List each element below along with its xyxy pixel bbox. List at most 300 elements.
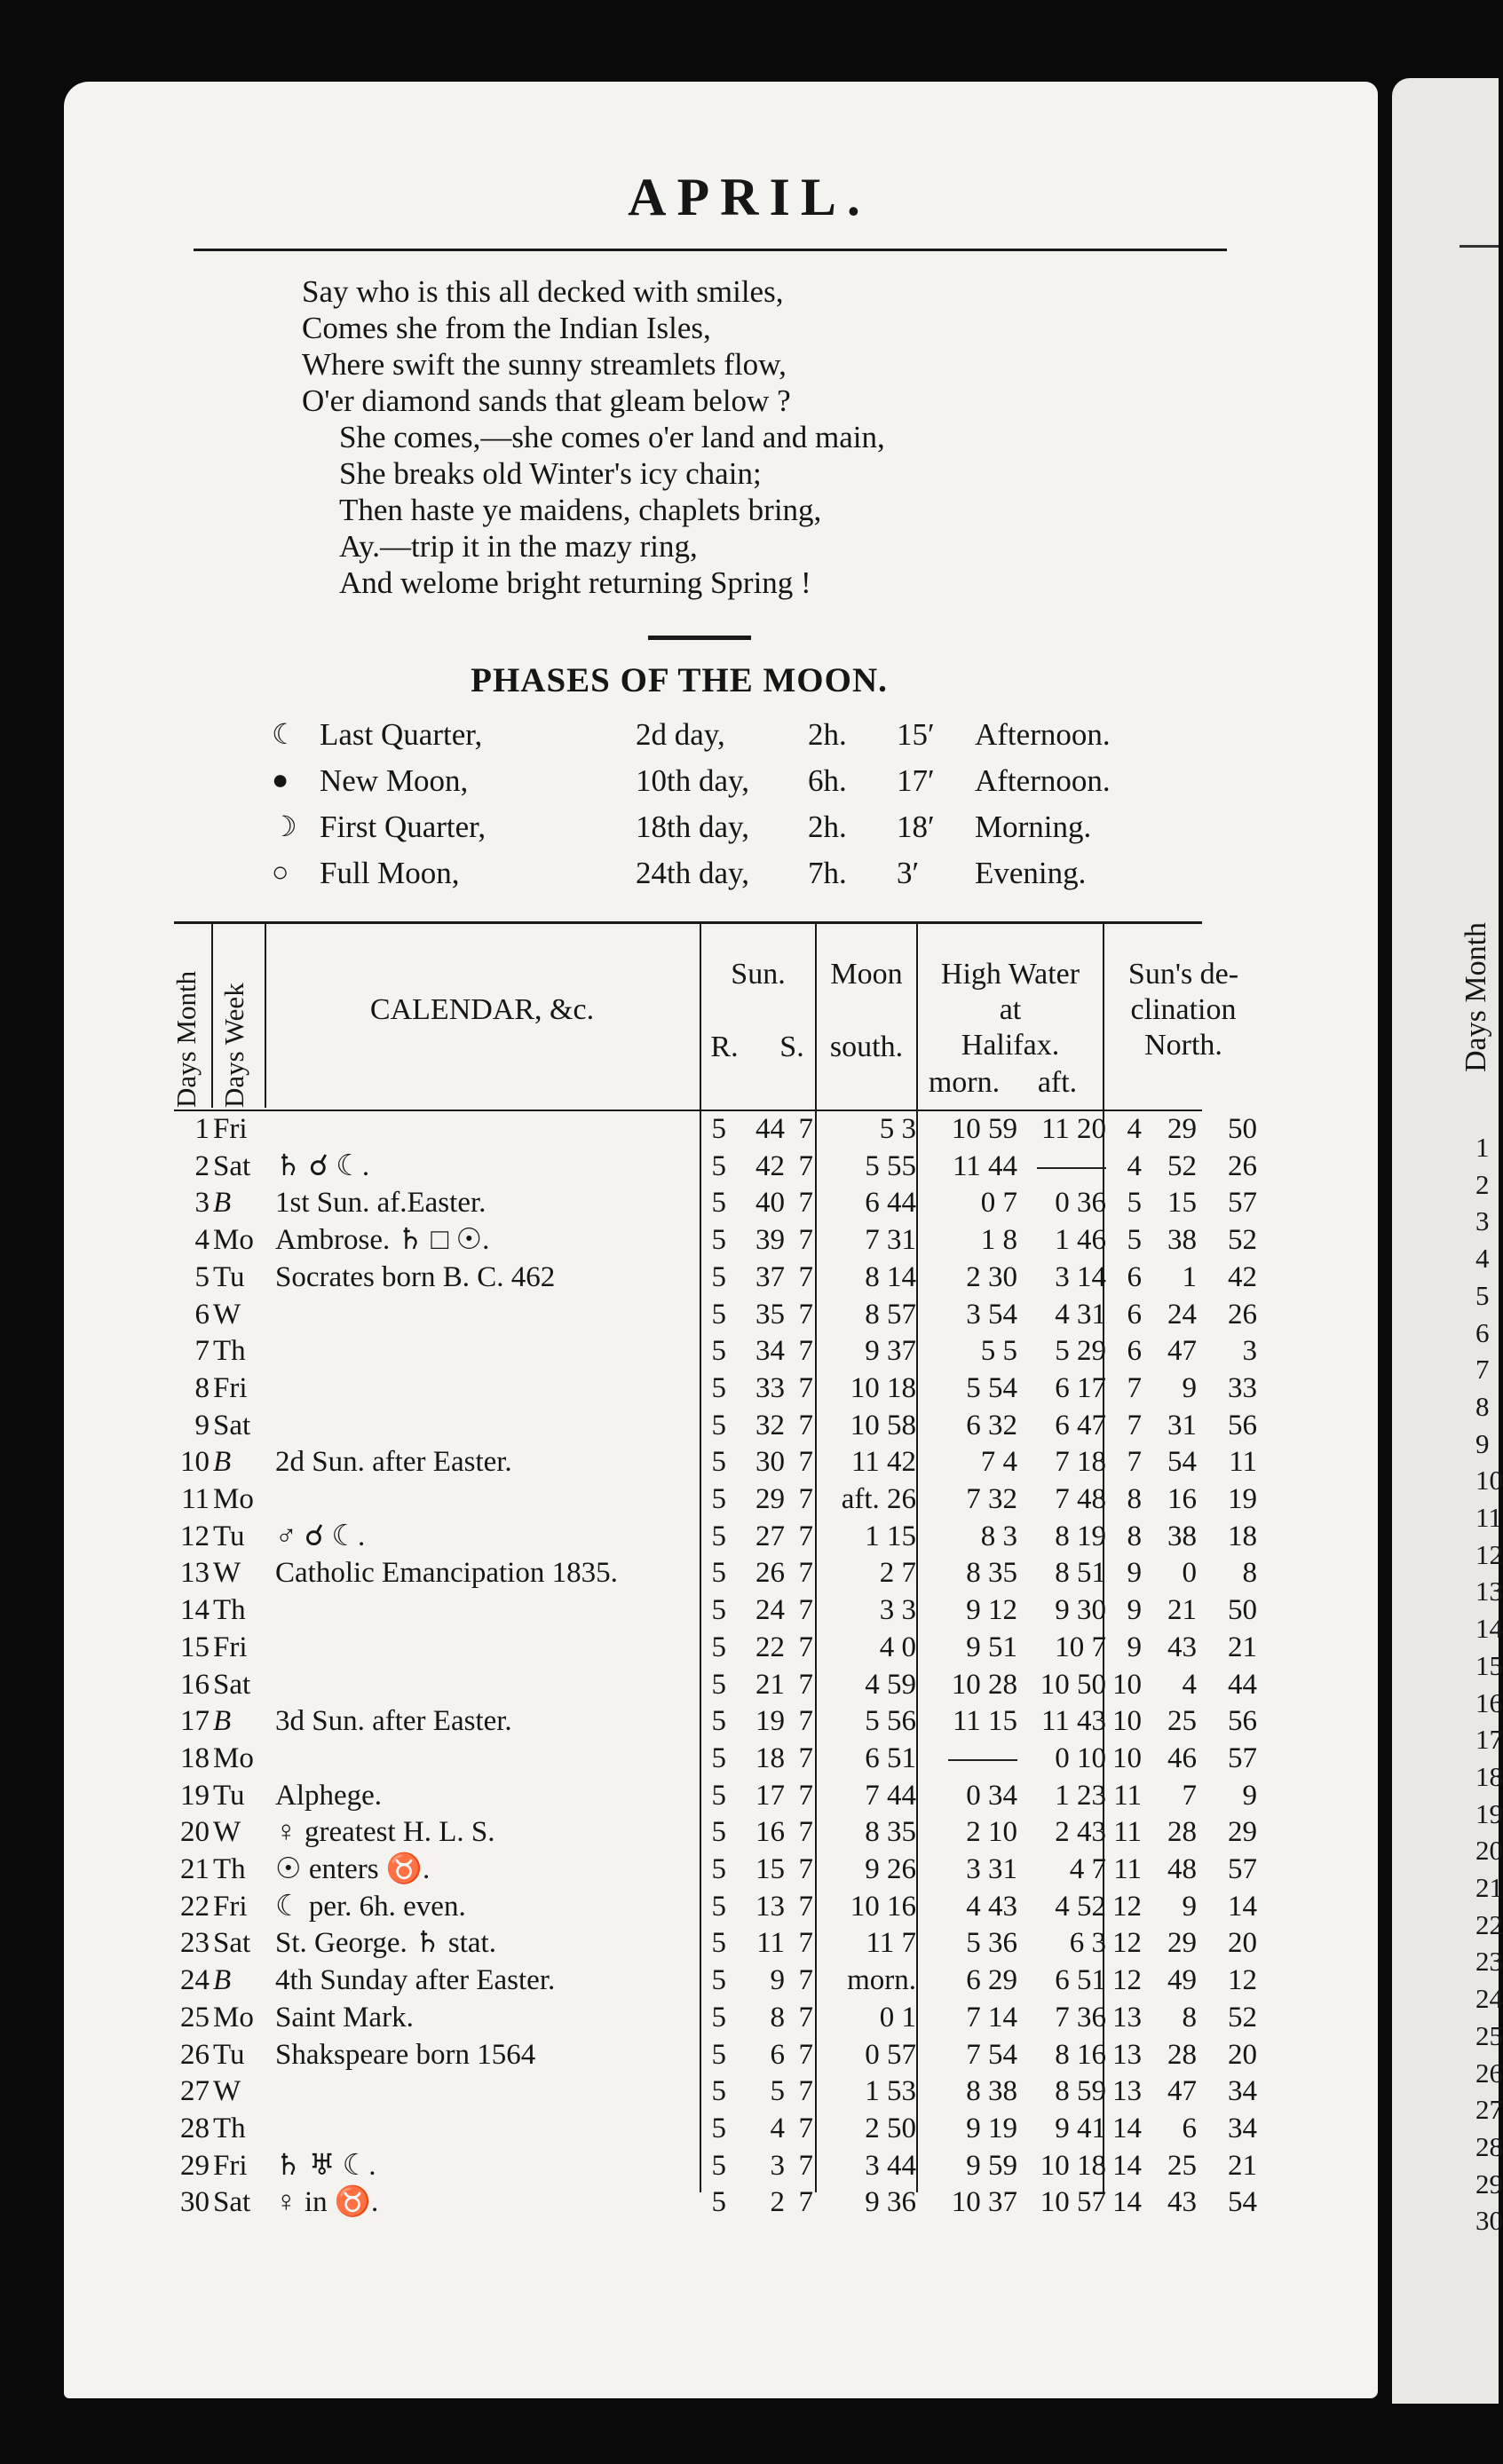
- day-of-month: 26: [180, 2038, 210, 2071]
- day-of-month: 6: [194, 1298, 210, 1331]
- sunrise-minute: 34: [755, 1335, 785, 1368]
- sunrise-minute: 24: [755, 1594, 785, 1627]
- sunset-hour: 7: [798, 1779, 813, 1812]
- day-of-month: 20: [180, 1816, 210, 1849]
- high-water-afternoon: 10 7: [1055, 1631, 1106, 1663]
- adjacent-page-day-numbers: [1475, 1129, 1502, 2239]
- calendar-note: Ambrose. ♄ □ ☉.: [275, 1224, 490, 1257]
- calendar-note: Catholic Emancipation 1835.: [275, 1557, 618, 1590]
- sunrise-hour: 5: [711, 2149, 726, 2182]
- calendar-note: ♄ ♅ ☾.: [275, 2149, 376, 2182]
- sunrise-minute: 32: [755, 1409, 785, 1441]
- table-row: [0, 1814, 1270, 1852]
- phase-name: New Moon,: [320, 763, 469, 798]
- adjacent-day-number: 28: [1475, 2130, 1503, 2162]
- adjacent-day-number: 23: [1475, 1946, 1503, 1978]
- header-days-week: Days Week: [218, 983, 249, 1108]
- sunset-hour: 7: [798, 1741, 813, 1774]
- sunrise-minute: 17: [755, 1779, 785, 1812]
- declination-minutes: 4: [1182, 1668, 1197, 1701]
- moon-south: 9 36: [865, 2186, 916, 2219]
- declination-seconds: 21: [1228, 1631, 1257, 1663]
- moon-south: 9 26: [865, 1853, 916, 1885]
- declination-seconds: 50: [1228, 1113, 1257, 1145]
- declination-seconds: 18: [1228, 1520, 1257, 1552]
- table-row: [0, 1778, 1270, 1815]
- poem-line: Say who is this all decked with smiles,: [302, 274, 784, 309]
- high-water-morning: 0 34: [966, 1779, 1017, 1812]
- declination-degrees: 9: [1127, 1557, 1142, 1590]
- declination-degrees: 13: [1112, 2001, 1142, 2034]
- sunset-hour: 7: [798, 1520, 813, 1552]
- sunrise-hour: 5: [711, 1741, 726, 1774]
- header-moon: Moon: [830, 958, 903, 991]
- declination-minutes: 46: [1167, 1741, 1197, 1774]
- phases-title: PHASES OF THE MOON.: [471, 661, 888, 699]
- adjacent-day-number: 17: [1475, 1724, 1503, 1756]
- declination-seconds: 3: [1242, 1335, 1257, 1368]
- declination-degrees: 10: [1112, 1668, 1142, 1701]
- sunset-hour: 7: [798, 2112, 813, 2144]
- declination-minutes: 43: [1167, 2186, 1197, 2219]
- calendar-note: 1st Sun. af.Easter.: [275, 1187, 486, 1220]
- adjacent-day-number: 10: [1475, 1465, 1503, 1497]
- declination-degrees: 7: [1127, 1446, 1142, 1479]
- header-declination: Sun's de-: [1127, 958, 1239, 991]
- high-water-afternoon: [1021, 1149, 1106, 1186]
- adjacent-day-number: 30: [1475, 2205, 1503, 2237]
- phase-day: 18th day,: [636, 809, 749, 844]
- sunrise-hour: 5: [711, 2112, 726, 2144]
- adjacent-day-number: 9: [1475, 1427, 1490, 1459]
- adjacent-page-rule: [1459, 245, 1499, 248]
- high-water-afternoon: 6 17: [1055, 1371, 1106, 1404]
- table-row: [0, 2000, 1270, 2037]
- high-water-morning: 4 43: [966, 1890, 1017, 1923]
- table-row: [0, 1703, 1270, 1741]
- phase-day: 10th day,: [636, 763, 749, 798]
- high-water-afternoon: 10 18: [1040, 2149, 1106, 2182]
- declination-degrees: 8: [1127, 1483, 1142, 1515]
- table-row: [0, 1111, 1270, 1149]
- table-row: [0, 1592, 1270, 1630]
- calendar-note: St. George. ♄ stat.: [275, 1927, 496, 1960]
- sunrise-minute: 15: [755, 1853, 785, 1885]
- high-water-morning: 8 3: [980, 1520, 1017, 1552]
- table-row: [0, 1297, 1270, 1334]
- day-of-week: Th: [213, 1594, 246, 1627]
- adjacent-day-number: 3: [1475, 1205, 1490, 1237]
- high-water-morning: 11 44: [952, 1149, 1017, 1182]
- sunrise-hour: 5: [711, 2001, 726, 2034]
- sunrise-hour: 5: [711, 1631, 726, 1663]
- sunrise-hour: 5: [711, 2075, 726, 2108]
- table-row: [0, 2184, 1270, 2222]
- header-sun-set: S.: [779, 1031, 804, 1063]
- table-row: [0, 2073, 1270, 2111]
- high-water-morning: 0 7: [980, 1187, 1017, 1220]
- sunset-hour: 7: [798, 1224, 813, 1257]
- header-sun: Sun.: [731, 958, 786, 991]
- day-of-week: W: [213, 1557, 241, 1590]
- declination-seconds: 56: [1228, 1705, 1257, 1738]
- declination-minutes: 25: [1167, 1705, 1197, 1738]
- day-of-week: Fri: [213, 1113, 248, 1145]
- high-water-morning: 8 38: [966, 2075, 1017, 2108]
- day-of-month: 7: [194, 1335, 210, 1368]
- calendar-note: ♀ greatest H. L. S.: [275, 1816, 495, 1849]
- phase-day: 24th day,: [636, 856, 749, 890]
- adjacent-day-number: 8: [1475, 1390, 1490, 1422]
- sunrise-hour: 5: [711, 1113, 726, 1145]
- high-water-afternoon: 0 36: [1055, 1187, 1106, 1220]
- declination-seconds: 29: [1228, 1816, 1257, 1849]
- phase-hour: 7h.: [808, 856, 847, 890]
- high-water-afternoon: 8 51: [1055, 1557, 1106, 1590]
- sunrise-hour: 5: [711, 1594, 726, 1627]
- declination-degrees: 14: [1112, 2112, 1142, 2144]
- blank-dash: [1037, 1167, 1106, 1169]
- high-water-morning: 11 15: [952, 1705, 1017, 1738]
- day-of-week: Th: [213, 1335, 246, 1368]
- day-of-month: 22: [180, 1890, 210, 1923]
- adjacent-day-number: 14: [1475, 1613, 1503, 1645]
- declination-minutes: 49: [1167, 1964, 1197, 1997]
- calendar-note: ♄ ☌ ☾.: [275, 1149, 370, 1182]
- sunset-hour: 7: [798, 1853, 813, 1885]
- adjacent-day-number: 12: [1475, 1538, 1503, 1570]
- poem: [302, 273, 885, 601]
- high-water-morning: 5 54: [966, 1371, 1017, 1404]
- adjacent-page-header: Days Month: [1459, 921, 1492, 1072]
- header-high-water-at: at: [999, 993, 1022, 1026]
- declination-degrees: 5: [1127, 1224, 1142, 1257]
- table-row: [0, 1925, 1270, 1963]
- sunset-hour: 7: [798, 1631, 813, 1663]
- table-row: [0, 1519, 1270, 1556]
- table-row: [0, 1741, 1270, 1778]
- sunset-hour: 7: [798, 2038, 813, 2071]
- adjacent-day-number: 15: [1475, 1649, 1503, 1681]
- declination-seconds: 11: [1229, 1446, 1257, 1479]
- sunset-hour: 7: [798, 2149, 813, 2182]
- day-of-week: Mo: [213, 1741, 254, 1774]
- day-of-month: 3: [194, 1187, 210, 1220]
- declination-minutes: 15: [1167, 1187, 1197, 1220]
- high-water-afternoon: 9 41: [1055, 2112, 1106, 2144]
- sunrise-hour: 5: [711, 1927, 726, 1960]
- sunrise-minute: 40: [755, 1187, 785, 1220]
- phase-symbol-icon: ●: [272, 763, 289, 795]
- day-of-month: 23: [180, 1927, 210, 1960]
- table-row: [0, 2037, 1270, 2074]
- day-of-month: 18: [180, 1741, 210, 1774]
- declination-seconds: 19: [1228, 1483, 1257, 1515]
- high-water-morning: 6 32: [966, 1409, 1017, 1441]
- poem-line: And welome bright returning Spring !: [339, 565, 811, 600]
- table-row: [0, 1222, 1270, 1260]
- sunrise-minute: 26: [755, 1557, 785, 1590]
- high-water-morning: 7 54: [966, 2038, 1017, 2071]
- day-of-week: Fri: [213, 1631, 248, 1663]
- high-water-afternoon: 6 51: [1055, 1964, 1106, 1997]
- declination-minutes: 6: [1182, 2112, 1197, 2144]
- table-row: [0, 1333, 1270, 1370]
- adjacent-day-number: 20: [1475, 1835, 1503, 1867]
- declination-minutes: 48: [1167, 1853, 1197, 1885]
- sunset-hour: 7: [798, 1927, 813, 1960]
- declination-seconds: 8: [1242, 1557, 1257, 1590]
- moon-south: 1 15: [865, 1520, 916, 1552]
- sunset-hour: 7: [798, 1705, 813, 1738]
- sunset-hour: 7: [798, 1446, 813, 1479]
- sunset-hour: 7: [798, 1890, 813, 1923]
- sunset-hour: 7: [798, 1298, 813, 1331]
- sunrise-minute: 35: [755, 1298, 785, 1331]
- moon-south: 11 42: [850, 1446, 916, 1479]
- day-of-week: Tu: [213, 2038, 245, 2071]
- high-water-afternoon: 8 59: [1055, 2075, 1106, 2108]
- header-moon-south: south.: [829, 1031, 904, 1063]
- sunset-hour: 7: [798, 2075, 813, 2108]
- high-water-morning: 2 30: [966, 1260, 1017, 1293]
- high-water-afternoon: 6 3: [1069, 1927, 1106, 1960]
- day-of-month: 29: [180, 2149, 210, 2182]
- declination-seconds: 50: [1228, 1594, 1257, 1627]
- adjacent-day-number: 7: [1475, 1354, 1490, 1386]
- declination-degrees: 12: [1112, 1890, 1142, 1923]
- sunset-hour: 7: [798, 1260, 813, 1293]
- day-of-month: 11: [181, 1483, 210, 1515]
- sunrise-hour: 5: [711, 1224, 726, 1257]
- high-water-afternoon: 5 29: [1055, 1335, 1106, 1368]
- adjacent-day-number: 2: [1475, 1168, 1490, 1200]
- declination-minutes: 0: [1182, 1557, 1197, 1590]
- high-water-morning: 9 12: [966, 1594, 1017, 1627]
- poem-line: Ay.—trip it in the mazy ring,: [339, 529, 698, 564]
- moon-south: 10 18: [850, 1371, 916, 1404]
- declination-degrees: 12: [1112, 1927, 1142, 1960]
- day-of-month: 10: [180, 1446, 210, 1479]
- phase-hour: 2h.: [808, 717, 847, 752]
- declination-degrees: 6: [1127, 1298, 1142, 1331]
- declination-minutes: 29: [1167, 1113, 1197, 1145]
- sunrise-minute: 30: [755, 1446, 785, 1479]
- sunrise-minute: 18: [755, 1741, 785, 1774]
- sunrise-hour: 5: [711, 1149, 726, 1182]
- day-of-week: Fri: [213, 1890, 248, 1923]
- adjacent-day-number: 19: [1475, 1797, 1503, 1829]
- day-of-month: 5: [194, 1260, 210, 1293]
- poem-line: She breaks old Winter's icy chain;: [339, 456, 762, 491]
- table-row: [0, 1185, 1270, 1222]
- sunrise-hour: 5: [711, 1853, 726, 1885]
- phase-symbol-icon: ☾: [272, 718, 297, 750]
- declination-seconds: 57: [1228, 1741, 1257, 1774]
- high-water-afternoon: 3 14: [1055, 1260, 1106, 1293]
- declination-minutes: 38: [1167, 1520, 1197, 1552]
- adjacent-day-number: 5: [1475, 1279, 1490, 1311]
- table-row: [0, 1260, 1270, 1297]
- moon-south: 4 0: [879, 1631, 916, 1663]
- declination-seconds: 9: [1242, 1779, 1257, 1812]
- moon-south: 3 3: [879, 1594, 916, 1627]
- day-of-month: 4: [194, 1224, 210, 1257]
- column-divider: [211, 923, 213, 1108]
- sunrise-hour: 5: [711, 1890, 726, 1923]
- high-water-afternoon: 1 23: [1055, 1779, 1106, 1812]
- calendar-note: Shakspeare born 1564: [275, 2038, 536, 2071]
- moon-south: 2 7: [879, 1557, 916, 1590]
- phase-hour: 2h.: [808, 809, 847, 844]
- high-water-afternoon: 4 31: [1055, 1298, 1106, 1331]
- high-water-afternoon: 10 50: [1040, 1668, 1106, 1701]
- moon-south: 5 3: [879, 1113, 916, 1145]
- header-sun-rise: R.: [710, 1031, 739, 1063]
- calendar-note: 4th Sunday after Easter.: [275, 1964, 556, 1997]
- adjacent-day-number: 21: [1475, 1872, 1503, 1904]
- adjacent-day-number: 29: [1475, 2168, 1503, 2199]
- declination-degrees: 7: [1127, 1409, 1142, 1441]
- sunrise-hour: 5: [711, 1557, 726, 1590]
- phase-symbol-icon: ○: [272, 856, 289, 888]
- moon-south: 7 44: [865, 1779, 916, 1812]
- declination-minutes: 52: [1167, 1149, 1197, 1182]
- day-of-month: 8: [194, 1371, 210, 1404]
- high-water-afternoon: 4 52: [1055, 1890, 1106, 1923]
- phase-minute: 18′: [897, 809, 935, 844]
- high-water-morning: 10 59: [951, 1113, 1017, 1145]
- header-high-water-place: Halifax.: [961, 1029, 1060, 1062]
- adjacent-day-number: 1: [1475, 1132, 1490, 1163]
- sunset-hour: 7: [798, 1409, 813, 1441]
- sunrise-hour: 5: [711, 1298, 726, 1331]
- sunrise-minute: 13: [755, 1890, 785, 1923]
- day-of-month: 27: [180, 2075, 210, 2108]
- poem-line: Comes she from the Indian Isles,: [302, 311, 711, 345]
- declination-seconds: 12: [1228, 1964, 1257, 1997]
- poem-line: Then haste ye maidens, chaplets bring,: [339, 493, 822, 527]
- day-of-week: Tu: [213, 1520, 245, 1552]
- header-calendar: CALENDAR, &c.: [369, 993, 595, 1026]
- declination-seconds: 52: [1228, 1224, 1257, 1257]
- declination-minutes: 1: [1182, 1260, 1197, 1293]
- adjacent-day-number: 22: [1475, 1908, 1503, 1940]
- day-of-week: Tu: [213, 1260, 245, 1293]
- header-declination-2: clination: [1130, 993, 1237, 1026]
- day-of-month: 16: [180, 1668, 210, 1701]
- sunset-hour: 7: [798, 1371, 813, 1404]
- day-of-month: 15: [180, 1631, 210, 1663]
- phase-time-of-day: Afternoon.: [975, 717, 1111, 752]
- phase-time-of-day: Morning.: [975, 809, 1092, 844]
- calendar-note: ☾ per. 6h. even.: [275, 1890, 466, 1923]
- high-water-afternoon: 11 43: [1040, 1705, 1106, 1738]
- sunrise-minute: 4: [770, 2112, 785, 2144]
- high-water-morning: 5 36: [966, 1927, 1017, 1960]
- sunset-hour: 7: [798, 1816, 813, 1849]
- day-of-week: B: [213, 1964, 232, 1997]
- sunset-hour: 7: [798, 1483, 813, 1515]
- day-of-week: Sat: [213, 1409, 251, 1441]
- adjacent-day-number: 11: [1475, 1502, 1502, 1534]
- sunset-hour: 7: [798, 1149, 813, 1182]
- declination-degrees: 7: [1127, 1371, 1142, 1404]
- sunset-hour: 7: [798, 1668, 813, 1701]
- table-row: [0, 1667, 1270, 1704]
- adjacent-day-number: 27: [1475, 2094, 1503, 2126]
- table-row: [0, 1963, 1270, 2000]
- table-row: [0, 1370, 1270, 1408]
- declination-degrees: 11: [1113, 1816, 1142, 1849]
- declination-minutes: 47: [1167, 2075, 1197, 2108]
- sunrise-minute: 6: [770, 2038, 785, 2071]
- sunrise-minute: 8: [770, 2001, 785, 2034]
- day-of-week: Mo: [213, 1224, 254, 1257]
- declination-degrees: 14: [1112, 2186, 1142, 2219]
- adjacent-day-number: 25: [1475, 2019, 1503, 2051]
- table-row: [0, 1149, 1270, 1186]
- sunrise-minute: 3: [770, 2149, 785, 2182]
- day-of-month: 9: [194, 1409, 210, 1441]
- moon-south: morn.: [847, 1964, 916, 1997]
- high-water-afternoon: 0 10: [1055, 1741, 1106, 1774]
- adjacent-day-number: 24: [1475, 1983, 1503, 2015]
- declination-degrees: 4: [1127, 1149, 1142, 1182]
- high-water-morning: 9 59: [966, 2149, 1017, 2182]
- sunrise-minute: 42: [755, 1149, 785, 1182]
- sunrise-hour: 5: [711, 1668, 726, 1701]
- table-top-rule: [174, 921, 1202, 924]
- table-row: [0, 2111, 1270, 2148]
- day-of-week: W: [213, 1298, 241, 1331]
- declination-seconds: 42: [1228, 1260, 1257, 1293]
- day-of-month: 2: [194, 1149, 210, 1182]
- table-row: [0, 1408, 1270, 1445]
- poem-line: O'er diamond sands that gleam below ?: [302, 383, 791, 418]
- high-water-afternoon: 4 7: [1069, 1853, 1106, 1885]
- declination-seconds: 20: [1228, 1927, 1257, 1960]
- declination-minutes: 7: [1182, 1779, 1197, 1812]
- moon-south: 6 51: [865, 1741, 916, 1774]
- sunset-hour: 7: [798, 1113, 813, 1145]
- declination-seconds: 33: [1228, 1371, 1257, 1404]
- sunrise-hour: 5: [711, 1964, 726, 1997]
- adjacent-day-number: 4: [1475, 1243, 1490, 1275]
- moon-south: 8 35: [865, 1816, 916, 1849]
- high-water-morning: 2 10: [966, 1816, 1017, 1849]
- declination-minutes: 28: [1167, 2038, 1197, 2071]
- sunrise-hour: 5: [711, 1816, 726, 1849]
- day-of-month: 1: [194, 1113, 210, 1145]
- sunrise-hour: 5: [711, 1705, 726, 1738]
- high-water-morning: 9 51: [966, 1631, 1017, 1663]
- day-of-month: 24: [180, 1964, 210, 1997]
- moon-south: aft. 26: [841, 1483, 916, 1515]
- sunrise-hour: 5: [711, 1520, 726, 1552]
- declination-degrees: 12: [1112, 1964, 1142, 1997]
- sunset-hour: 7: [798, 1335, 813, 1368]
- calendar-note: ♂ ☌ ☾.: [275, 1520, 366, 1552]
- table-row: [0, 1852, 1270, 1889]
- declination-degrees: 14: [1112, 2149, 1142, 2182]
- title-rule: [194, 249, 1227, 251]
- sunrise-minute: 21: [755, 1668, 785, 1701]
- declination-seconds: 57: [1228, 1853, 1257, 1885]
- sunrise-minute: 16: [755, 1816, 785, 1849]
- moon-south: 8 57: [865, 1298, 916, 1331]
- header-declination-north: North.: [1144, 1029, 1222, 1062]
